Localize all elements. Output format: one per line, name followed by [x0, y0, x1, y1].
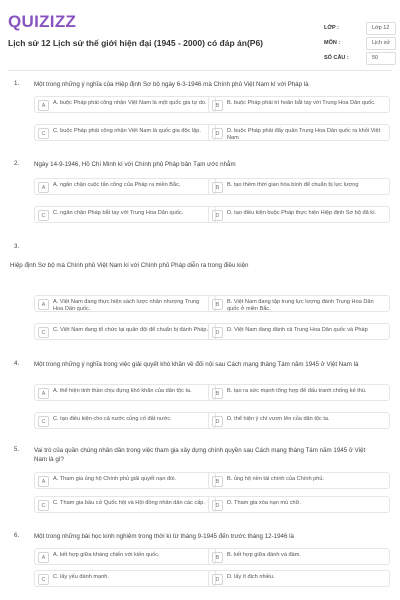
option-letter: C — [38, 327, 49, 338]
option-letter: B — [212, 476, 223, 487]
option-text: C. Tham gia bầu cử Quốc hội và Hội đồng nhân dân các cấp. — [53, 500, 205, 506]
option-a[interactable] — [34, 96, 216, 113]
option-letter: A — [38, 299, 49, 310]
option-text: D. Việt Nam đang đánh cả Trung Hoa Dân quốc và Pháp — [227, 327, 368, 333]
option-d[interactable] — [208, 412, 390, 429]
option-text: A. kết hợp giữa kháng chiến với kiến quốc. — [53, 552, 160, 558]
option-c[interactable] — [34, 496, 216, 513]
question-number: 5. — [14, 446, 20, 453]
option-text: D. tạo điều kiện buộc Pháp thực hiện Hiệp định Sơ bộ đã kí. — [227, 210, 377, 216]
option-c[interactable] — [34, 124, 216, 141]
option-letter: C — [38, 500, 49, 511]
option-text: C. ngăn chặn Pháp bắt tay với Trung Hoa Dân quốc. — [53, 210, 184, 216]
meta-subject-value: Lịch sử — [372, 40, 391, 46]
option-letter: D — [212, 327, 223, 338]
meta-count-row — [320, 50, 398, 64]
question-number: 3. — [14, 243, 20, 250]
page-title: Lịch sử 12 Lịch sử thế giới hiện đại (1945 - 2000) có đáp án(P6) — [8, 38, 264, 48]
meta-class-label: LỚP : — [324, 25, 339, 31]
option-a[interactable] — [34, 384, 216, 401]
option-b[interactable] — [208, 178, 390, 195]
option-d[interactable] — [208, 124, 390, 141]
option-a[interactable] — [34, 548, 216, 565]
question-number: 1. — [14, 80, 20, 87]
option-a[interactable] — [34, 295, 216, 312]
option-text: A. thể hiện tinh thần chịu đựng khó khăn của dân tộc ta. — [53, 388, 192, 394]
option-text: A. ngăn chặn cuộc tấn công của Pháp ra miền Bắc. — [53, 182, 181, 188]
option-text: C. buộc Pháp phải công nhận Việt Nam là quốc gia độc lập. — [53, 128, 201, 134]
option-letter: C — [38, 128, 49, 139]
option-text: A. Tham gia ủng hộ Chính phủ giải quyết nạn đói. — [53, 476, 177, 482]
question-number: 6. — [14, 532, 20, 539]
option-c[interactable] — [34, 206, 216, 223]
option-d[interactable] — [208, 323, 390, 340]
option-c[interactable] — [34, 570, 216, 587]
option-letter: A — [38, 182, 49, 193]
option-letter: C — [38, 210, 49, 221]
option-text: A. Việt Nam đang thực hiện sách lược nhân nhượng Trung Hoa Dân quốc. — [53, 299, 200, 312]
option-letter: B — [212, 100, 223, 111]
option-text: A. buộc Pháp phải công nhận Việt Nam là một quốc gia tự do. — [53, 100, 207, 106]
meta-panel — [320, 12, 398, 66]
option-letter: C — [38, 416, 49, 427]
option-d[interactable] — [208, 206, 390, 223]
option-text: B. Việt Nam đang tập trung lực lượng đánh Trung Hoa Dân quốc ở miền Bắc. — [227, 299, 374, 312]
option-letter: A — [38, 552, 49, 563]
option-b[interactable] — [208, 295, 390, 312]
question-text: Vai trò của quần chúng nhân dân trong việc tham gia xây dựng chính quyền sau Cách mạng tháng Tám năm 1945 ở Việt Nam là gì? — [34, 447, 366, 463]
option-b[interactable] — [208, 548, 390, 565]
option-letter: D — [212, 500, 223, 511]
option-letter: A — [38, 388, 49, 399]
quizizz-logo: QUIZIZZ — [8, 12, 77, 31]
option-c[interactable] — [34, 323, 216, 340]
meta-subject-label: MÔN : — [324, 40, 341, 46]
question-text: Ngày 14-9-1946, Hồ Chí Minh kí với Chính phủ Pháp bản Tạm ước nhằm — [34, 161, 236, 168]
meta-class-row — [320, 20, 398, 34]
meta-count-value: 50 — [372, 55, 379, 61]
question-number: 2. — [14, 160, 20, 167]
option-b[interactable] — [208, 384, 390, 401]
option-letter: D — [212, 128, 223, 139]
meta-count-box — [366, 52, 396, 65]
option-a[interactable] — [34, 472, 216, 489]
option-text: C. Việt Nam đang tổ chức lại quân đội để chuẩn bị đánh Pháp.. — [53, 327, 210, 333]
option-text: B. tạo thêm thời gian hòa bình để chuẩn bị lực lượng — [227, 182, 359, 188]
option-text: C. lấy yếu đánh mạnh. — [53, 574, 109, 580]
option-b[interactable] — [208, 96, 390, 113]
header-divider — [8, 70, 392, 71]
question-text: Một trong những ý nghĩa trong việc giải quyết khó khăn về đối nội sau Cách mạng tháng Tám năm 1945 ở Việt Nam là — [34, 361, 359, 368]
option-a[interactable] — [34, 178, 216, 195]
option-d[interactable] — [208, 496, 390, 513]
option-d[interactable] — [208, 570, 390, 587]
option-letter: A — [38, 476, 49, 487]
option-letter: C — [38, 574, 49, 585]
option-text: D. thể hiện ý chí vươn lên của dân tộc ta. — [227, 416, 330, 422]
question-text: Một trong những ý nghĩa của Hiệp định Sơ bộ ngày 6-3-1946 mà Chính phủ Việt Nam kí với Pháp là — [34, 81, 309, 88]
option-text: D. lấy ít địch nhiều. — [227, 574, 275, 580]
option-text: C. tạo điều kiện cho cả nước củng cố đất nước. — [53, 416, 172, 422]
option-text: B. buộc Pháp phải trì hoãn bắt tay với Trung Hoa Dân quốc. — [227, 100, 376, 106]
option-text: B. ủng hộ nền tài chính của Chính phủ. — [227, 476, 325, 482]
option-letter: D — [212, 416, 223, 427]
option-letter: B — [212, 299, 223, 310]
option-letter: B — [212, 388, 223, 399]
option-letter: A — [38, 100, 49, 111]
option-text: B. tạo ra sức mạnh tổng hợp để đấu tranh chống kẻ thù. — [227, 388, 367, 394]
question-text: Một trong những bài học kinh nghiệm trong thời kì từ tháng 9-1945 đến trước tháng 12-1946 là — [34, 533, 294, 540]
option-text: B. kết hợp giữa đánh và đàm. — [227, 552, 301, 558]
option-letter: B — [212, 182, 223, 193]
question-number: 4. — [14, 360, 20, 367]
meta-count-label: SỐ CÂU : — [324, 55, 349, 61]
option-c[interactable] — [34, 412, 216, 429]
worksheet-header — [8, 8, 392, 66]
option-b[interactable] — [208, 472, 390, 489]
option-text: D. buộc Pháp phải đẩy quân Trung Hoa Dân quốc ra khỏi Việt Nam — [227, 128, 381, 141]
option-letter: B — [212, 552, 223, 563]
meta-class-value: Lớp 12 — [372, 25, 390, 31]
option-letter: D — [212, 210, 223, 221]
option-letter: D — [212, 574, 223, 585]
question-text: Hiệp định Sơ bộ mà Chính phủ Việt Nam kí với Chính phủ Pháp diễn ra trong điều kiện — [10, 262, 249, 269]
option-text: D. Tham gia xóa nạn mù chữ. — [227, 500, 301, 506]
meta-subject-row — [320, 35, 398, 49]
